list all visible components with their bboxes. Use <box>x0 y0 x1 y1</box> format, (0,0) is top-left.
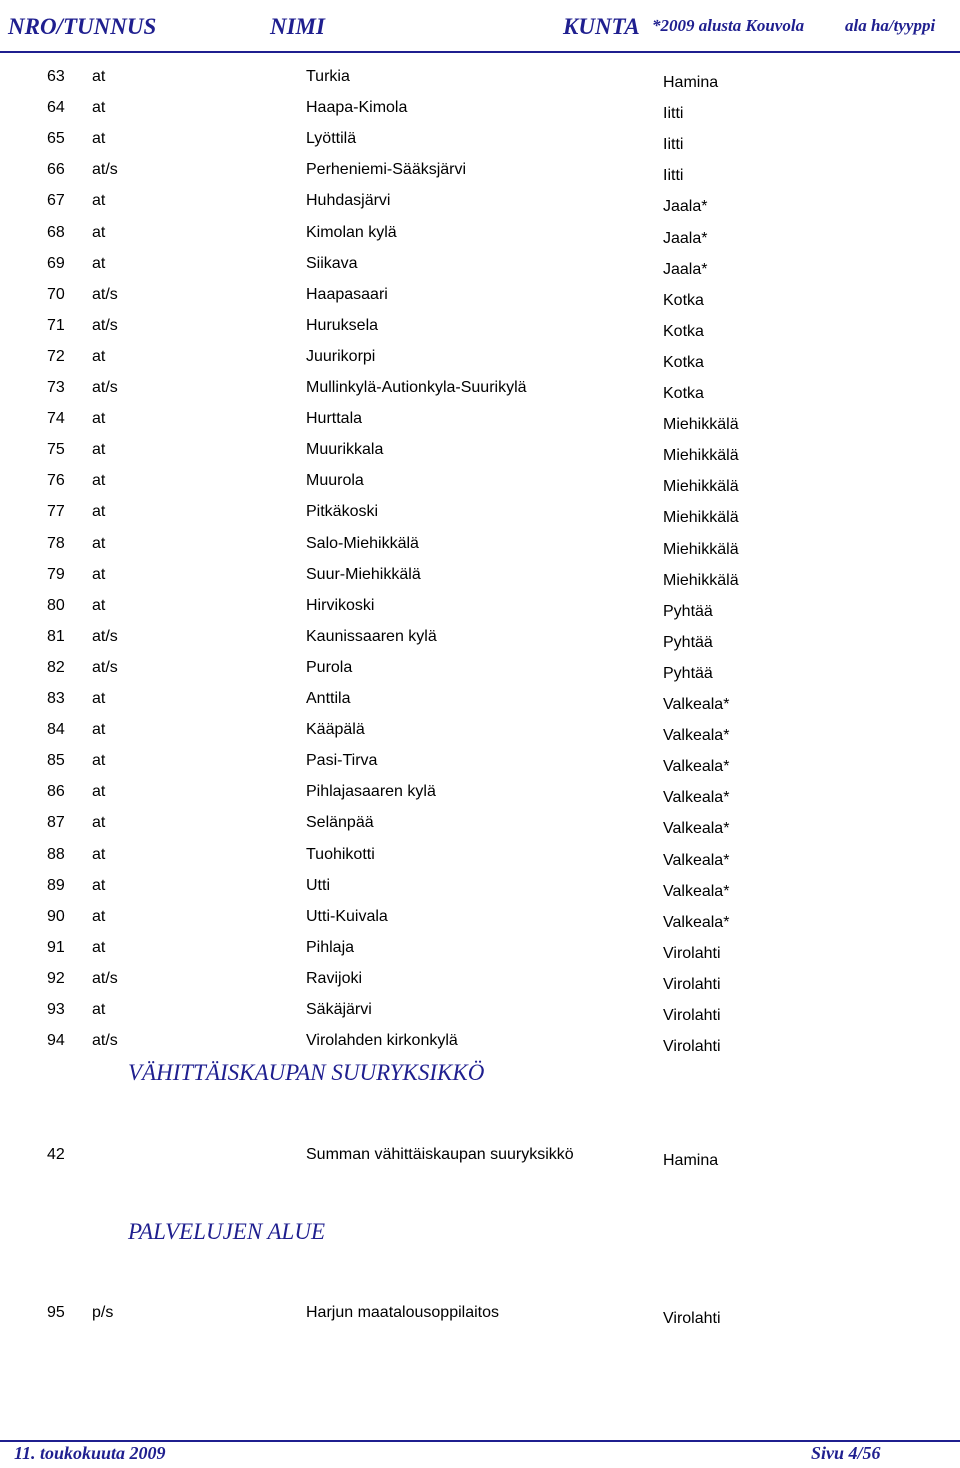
row-number: 65 <box>47 130 65 148</box>
row-municipality: Jaala* <box>663 198 708 216</box>
row-name: Muurikkala <box>306 441 384 459</box>
row-number: 77 <box>47 503 65 521</box>
row-type: at <box>92 410 106 428</box>
row-type: at <box>92 565 106 583</box>
table-row <box>0 1001 960 1032</box>
row-type: at/s <box>92 285 118 303</box>
row-name: Kaunissaaren kylä <box>306 627 437 645</box>
row-number: 73 <box>47 379 65 396</box>
table-row <box>0 130 960 161</box>
row-number: 93 <box>47 1001 65 1018</box>
row-name: Harjun maatalousoppilaitos <box>306 1304 499 1321</box>
row-municipality: Kotka <box>663 322 704 340</box>
row-type: at <box>92 472 106 490</box>
table-row <box>0 503 960 534</box>
header-ala: ala ha/tyyppi <box>845 16 936 35</box>
row-name: Pasi-Tirva <box>306 752 378 770</box>
row-type: at <box>92 441 106 459</box>
row-number: 92 <box>47 969 65 987</box>
row-name: Selänpää <box>306 814 374 832</box>
table-row <box>0 814 960 845</box>
row-number: 80 <box>47 596 65 614</box>
row-name: Pihlajasaaren kylä <box>306 783 436 801</box>
row-type: at <box>92 783 106 801</box>
row-name: Purola <box>306 658 353 676</box>
table-row <box>0 68 960 99</box>
row-number: 71 <box>47 316 65 334</box>
table-row <box>0 877 960 908</box>
row-name: Kääpälä <box>306 721 365 739</box>
row-municipality: Virolahti <box>663 1038 721 1056</box>
table-row <box>0 1032 960 1063</box>
row-type: at <box>92 503 106 521</box>
row-number: 79 <box>47 565 65 583</box>
header-note: *2009 alusta Kouvola <box>652 16 805 35</box>
row-number: 68 <box>47 223 65 241</box>
row-type: at <box>92 690 106 707</box>
row-municipality: Virolahti <box>663 975 721 993</box>
row-type: at <box>92 1001 106 1018</box>
table-row <box>0 721 960 752</box>
row-number: 94 <box>47 1032 65 1050</box>
table-row <box>0 224 960 255</box>
row-number: 83 <box>47 690 65 707</box>
row-municipality: Miehikkälä <box>663 416 739 434</box>
table-row <box>0 535 960 566</box>
table-row <box>0 597 960 628</box>
header-nimi: NIMI <box>270 14 325 39</box>
row-number: 81 <box>47 627 65 645</box>
row-municipality: Jaala* <box>663 229 708 247</box>
row-name: Lyöttilä <box>306 130 357 148</box>
row-name: Virolahden kirkonkylä <box>306 1032 458 1050</box>
table-row <box>0 970 960 1001</box>
row-municipality: Pyhtää <box>663 633 713 651</box>
table-row <box>0 317 960 348</box>
row-number: 88 <box>47 845 65 863</box>
row-type: p/s <box>92 1304 114 1321</box>
row-name: Anttila <box>306 690 351 707</box>
row-type: at <box>92 938 106 956</box>
row-name: Hurttala <box>306 410 363 428</box>
section-title-services: PALVELUJEN ALUE <box>128 1219 326 1244</box>
row-type: at/s <box>92 1032 118 1050</box>
row-type: at/s <box>92 379 118 396</box>
row-name: Muurola <box>306 472 364 490</box>
row-name: Juurikorpi <box>306 347 376 365</box>
row-type: at <box>92 534 106 552</box>
row-municipality: Kotka <box>663 353 704 371</box>
row-number: 64 <box>47 99 65 117</box>
row-type: at/s <box>92 161 118 179</box>
row-municipality: Virolahti <box>663 1310 721 1327</box>
table-row <box>0 410 960 441</box>
row-municipality: Miehikkälä <box>663 540 739 558</box>
row-name: Utti <box>306 876 330 894</box>
row-name: Mullinkylä-Autionkyla-Suurikylä <box>306 379 527 396</box>
row-number: 85 <box>47 752 65 770</box>
row-type: at <box>92 845 106 863</box>
row-municipality: Valkeala* <box>663 758 730 776</box>
row-type: at <box>92 596 106 614</box>
row-type: at <box>92 99 106 117</box>
row-municipality: Pyhtää <box>663 602 713 620</box>
row-number: 67 <box>47 192 65 210</box>
row-number: 95 <box>47 1304 65 1321</box>
row-municipality: Iitti <box>663 167 684 185</box>
row-municipality: Iitti <box>663 105 684 123</box>
page-footer <box>0 1440 960 1468</box>
row-number: 78 <box>47 534 65 552</box>
row-number: 89 <box>47 876 65 894</box>
footer-page-number: Sivu 4/56 <box>811 1443 881 1463</box>
row-municipality: Iitti <box>663 136 684 154</box>
row-type: at/s <box>92 658 118 676</box>
table-row <box>0 908 960 939</box>
row-number: 74 <box>47 410 65 428</box>
row-municipality: Miehikkälä <box>663 509 739 527</box>
table-row <box>0 628 960 659</box>
table-row <box>0 752 960 783</box>
row-name: Summan vähittäiskaupan suuryksikkö <box>306 1146 574 1163</box>
header-nro-tunnus: NRO/TUNNUS <box>8 14 157 39</box>
row-municipality: Miehikkälä <box>663 447 739 465</box>
row-municipality: Virolahti <box>663 1007 721 1024</box>
row-municipality: Kotka <box>663 385 704 402</box>
row-type: at <box>92 223 106 241</box>
row-number: 90 <box>47 907 65 925</box>
row-municipality: Hamina <box>663 1152 719 1169</box>
row-number: 75 <box>47 441 65 459</box>
row-type: at <box>92 254 106 272</box>
row-municipality: Virolahti <box>663 944 721 962</box>
row-name: Hirvikoski <box>306 596 375 614</box>
header-divider <box>0 51 960 53</box>
row-municipality: Valkeala* <box>663 727 730 745</box>
table-row <box>0 255 960 286</box>
row-number: 82 <box>47 658 65 676</box>
row-name: Pitkäkoski <box>306 503 379 521</box>
row-number: 86 <box>47 783 65 801</box>
row-municipality: Miehikkälä <box>663 478 739 496</box>
row-municipality: Valkeala* <box>663 913 730 931</box>
row-name: Turkia <box>306 68 350 85</box>
row-number: 91 <box>47 938 65 956</box>
row-municipality: Valkeala* <box>663 882 730 900</box>
row-name: Salo-Miehikkälä <box>306 534 419 552</box>
table-row <box>0 690 960 721</box>
row-number: 84 <box>47 721 65 739</box>
row-name: Pihlaja <box>306 938 355 956</box>
table-row <box>0 286 960 317</box>
row-type: at <box>92 752 106 770</box>
row-type: at <box>92 876 106 894</box>
row-type: at/s <box>92 969 118 987</box>
row-name: Huhdasjärvi <box>306 192 391 210</box>
page-header <box>0 0 960 53</box>
row-municipality: Pyhtää <box>663 664 713 682</box>
row-name: Haapasaari <box>306 285 388 303</box>
row-type: at <box>92 721 106 739</box>
row-municipality: Valkeala* <box>663 696 730 713</box>
row-type: at/s <box>92 316 118 334</box>
table-row <box>0 939 960 970</box>
table-row-retail <box>0 1146 960 1177</box>
table-row <box>0 846 960 877</box>
table-row <box>0 99 960 130</box>
table-row <box>0 783 960 814</box>
row-type: at <box>92 130 106 148</box>
row-name: Ravijoki <box>306 969 363 987</box>
row-number: 87 <box>47 814 65 832</box>
row-type: at <box>92 68 106 85</box>
footer-divider <box>0 1440 960 1442</box>
row-name: Säkäjärvi <box>306 1001 372 1018</box>
row-name: Perheniemi-Sääksjärvi <box>306 161 467 179</box>
row-type: at/s <box>92 627 118 645</box>
row-type: at <box>92 907 106 925</box>
table-row-services <box>0 1304 960 1335</box>
row-type: at <box>92 192 106 210</box>
row-name: Huruksela <box>306 316 379 334</box>
table-row <box>0 441 960 472</box>
row-municipality: Valkeala* <box>663 789 730 807</box>
table-row <box>0 472 960 503</box>
row-number: 70 <box>47 285 65 303</box>
table-row <box>0 161 960 192</box>
section-title-retail: VÄHITTÄISKAUPAN SUURYKSIKKÖ <box>128 1060 485 1085</box>
row-name: Siikava <box>306 254 358 272</box>
row-type: at <box>92 814 106 832</box>
row-number: 76 <box>47 472 65 490</box>
row-number: 63 <box>47 68 65 85</box>
row-type: at <box>92 347 106 365</box>
row-number: 72 <box>47 347 65 365</box>
row-number: 42 <box>47 1146 65 1163</box>
row-name: Utti-Kuivala <box>306 907 388 925</box>
row-municipality: Hamina <box>663 74 719 91</box>
row-municipality: Miehikkälä <box>663 571 739 589</box>
table-row <box>0 659 960 690</box>
row-name: Suur-Miehikkälä <box>306 565 421 583</box>
table-row <box>0 379 960 410</box>
row-municipality: Valkeala* <box>663 820 730 838</box>
row-number: 69 <box>47 254 65 272</box>
footer-date: 11. toukokuuta 2009 <box>14 1443 166 1463</box>
table-row <box>0 348 960 379</box>
row-name: Tuohikotti <box>306 845 375 863</box>
table-row <box>0 566 960 597</box>
row-municipality: Kotka <box>663 291 704 309</box>
header-kunta: KUNTA <box>563 14 640 39</box>
row-municipality: Valkeala* <box>663 851 730 869</box>
row-name: Haapa-Kimola <box>306 99 408 117</box>
table-row <box>0 192 960 223</box>
row-name: Kimolan kylä <box>306 223 397 241</box>
row-number: 66 <box>47 161 65 179</box>
row-municipality: Jaala* <box>663 260 708 278</box>
